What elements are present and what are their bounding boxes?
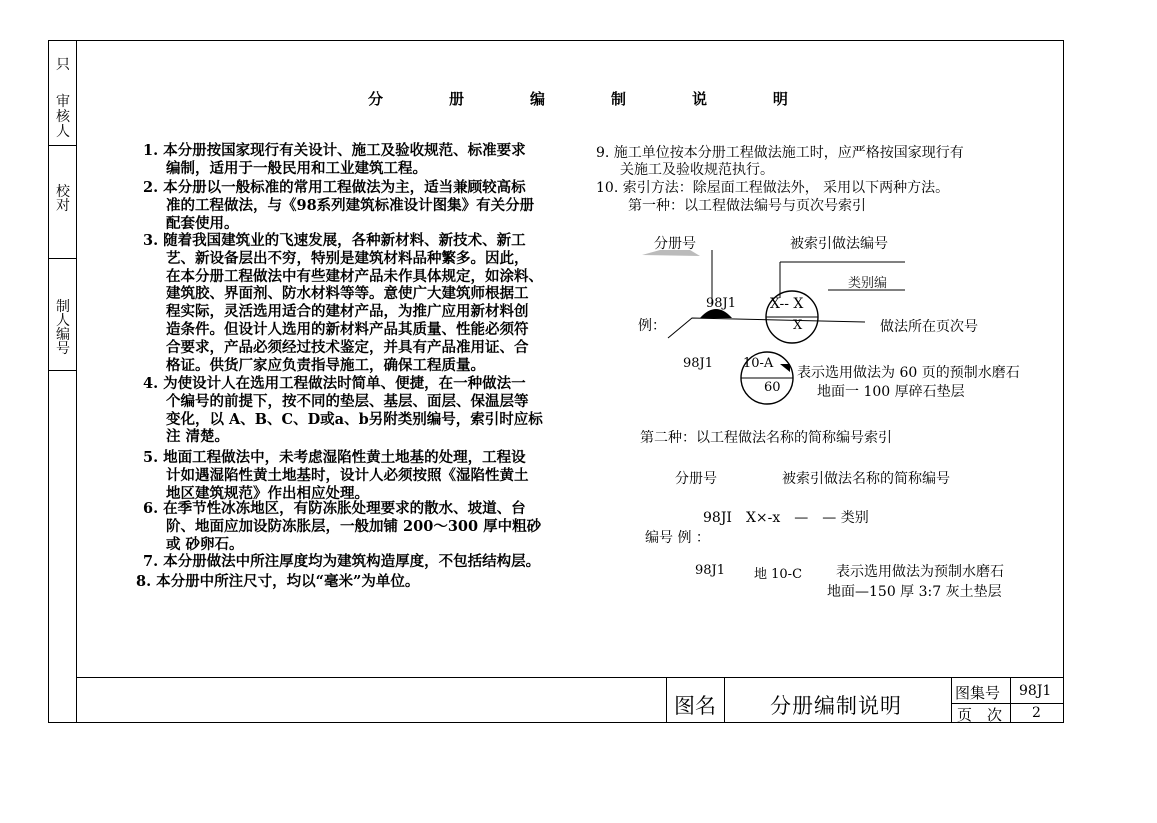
- note-item-1: 1. 本分册按国家现行有关设计、施工及验收规范、标准要求: [143, 142, 526, 159]
- m1-vol-code: 98J1: [706, 296, 737, 311]
- m1-ex-vol: 98J1: [683, 356, 714, 371]
- note-item-3-cont: 艺、新设备层出不穷，特别是建筑材料品种繁多。因此，: [166, 249, 529, 267]
- m1-label-code: 被索引做法编号: [790, 236, 888, 252]
- m2-ex-code: 地 10-C: [754, 567, 803, 582]
- page-title-char: 分: [368, 90, 384, 108]
- note-item-6-cont: 阶、地面应加设防冻胀层，一般加铺 200～300 厚中粗砂: [166, 517, 542, 535]
- page-title-char: 编: [529, 90, 545, 108]
- note-item-1-cont: 编制，适用于一般民用和工业建筑工程。: [166, 159, 427, 177]
- m1-ex-bottom: 60: [764, 380, 781, 395]
- atlas-value: 98J1: [1019, 683, 1052, 699]
- title-block-top: [76, 677, 1064, 678]
- title-block-div-1: [666, 677, 667, 723]
- m2-code: 98JI X×-x — — 类别: [703, 510, 869, 526]
- note-item-2-cont: 配套使用。: [166, 214, 239, 232]
- item-10: 10. 索引方法：除屋面工程做法外， 采用以下两种方法。: [596, 180, 950, 196]
- page-label: 页 次: [957, 706, 1003, 724]
- note-item-5-cont: 计如遇湿陷性黄土地基时，设计人必须按照《湿陷性黄土: [166, 466, 529, 484]
- note-item-3-cont: 建筑胶、界面剂、防水材料等等。意使广大建筑师根据工: [166, 285, 529, 303]
- title-block-div-3: [951, 677, 952, 723]
- m2-ex-vol: 98J1: [695, 563, 726, 578]
- page-value: 2: [1032, 705, 1041, 721]
- note-item-2: 2. 本分册以一般标准的常用工程做法为主，适当兼顾较高标: [143, 179, 526, 196]
- m2-example-label: 编号 例 ：: [645, 530, 710, 546]
- sidebar-cell-3-text: 校对: [56, 184, 70, 214]
- note-item-5: 5. 地面工程做法中，未考虑湿陷性黄土地基的处理，工程设: [143, 449, 526, 466]
- note-item-6-cont: 或 砂卵石。: [166, 535, 244, 553]
- sidebar-cell-4-text: 制人编号: [56, 299, 70, 357]
- m1-label-cat: 类别编: [848, 276, 888, 291]
- title-block-name-label: 图名: [674, 694, 716, 718]
- note-item-3-cont: 格证。供货厂家应负责指导施工，确保工程质量。: [166, 356, 485, 374]
- m1-circle-bottom: X: [793, 318, 803, 333]
- note-item-4-cont: 注 清楚。: [166, 428, 230, 446]
- page-title-char: 制: [610, 90, 626, 108]
- item-9-line-1: 9. 施工单位按本分册工程做法施工时，应严格按国家现行有: [596, 145, 964, 161]
- page-title-char: 册: [448, 90, 464, 108]
- sidebar-cell-1: 只: [56, 57, 70, 73]
- note-item-2-cont: 准的工程做法，与《98系列建筑标准设计图集》有关分册: [166, 196, 535, 214]
- m1-label-vol: 分册号: [654, 236, 696, 252]
- title-block-div-2: [724, 677, 725, 723]
- m1-page-label: 做法所在页次号: [880, 319, 978, 335]
- m1-ex-desc-1: 表示选用做法为 60 页的预制水磨石: [797, 365, 1020, 381]
- note-item-3-cont: 造条件。但设计人选用的新材料产品其质量、性能必须符: [166, 321, 529, 338]
- note-item-7: 7. 本分册做法中所注厚度均为建筑构造厚度，不包括结构层。: [143, 553, 541, 570]
- method-2-heading: 第二种：以工程做法名称的简称编号索引: [640, 430, 892, 446]
- example-mark: [780, 364, 790, 372]
- note-item-5-cont: 地区建筑规范》作出相应处理。: [166, 484, 369, 502]
- m1-circle-top: X-- X: [770, 296, 804, 312]
- note-item-3: 3. 随着我国建筑业的飞速发展，各种新材料、新技术、新工: [143, 232, 526, 249]
- m2-ex-desc-2: 地面—150 厚 3:7 灰土垫层: [827, 584, 1002, 600]
- title-block-name-value: 分册编制说明: [770, 694, 902, 718]
- note-item-6: 6. 在季节性冰冻地区，有防冻胀处理要求的散水、坡道、台: [143, 500, 526, 517]
- m1-example-label: 例：: [638, 318, 666, 334]
- m1-ex-desc-2: 地面一 100 厚碎石垫层: [817, 384, 965, 400]
- item-9-line-2: 关施工及验收规范执行。: [620, 162, 774, 178]
- page-title-char: 说: [691, 90, 707, 108]
- atlas-label: 图集号: [955, 684, 1001, 702]
- sidebar-cell-2-text: 审核人: [56, 94, 70, 140]
- m2-ex-desc-1: 表示选用做法为预制水磨石: [836, 564, 1004, 580]
- note-item-4: 4. 为使设计人在选用工程做法时简单、便捷，在一种做法一: [143, 375, 526, 392]
- note-item-3-cont: 程实际，灵活选用适合的建材产品，为推广应用新材料创: [166, 303, 529, 321]
- note-item-4-cont: 变化，以 A、B、C、D或a、b另附类别编号，索引时应标: [166, 410, 543, 428]
- note-item-8: 8. 本分册中所注尺寸，均以“毫米”为单位。: [136, 573, 420, 590]
- m1-ex-top: 10-A: [743, 356, 774, 371]
- title-block-div-4: [1010, 677, 1011, 723]
- note-item-3-cont: 合要求，产品必须经过技术鉴定，并具有产品准用证、合: [166, 338, 529, 356]
- note-item-4-cont: 个编号的前提下，按不同的垫层、基层、面层、保温层等: [166, 392, 529, 410]
- m2-label-name: 被索引做法名称的简称编号: [782, 471, 950, 487]
- m2-label-vol: 分册号: [675, 471, 717, 487]
- note-item-3-cont: 在本分册工程做法中有些建材产品未作具体规定，如涂料、: [166, 267, 543, 285]
- method-1-heading: 第一种：以工程做法编号与页次号索引: [628, 198, 866, 214]
- page-title-char: 明: [772, 90, 788, 108]
